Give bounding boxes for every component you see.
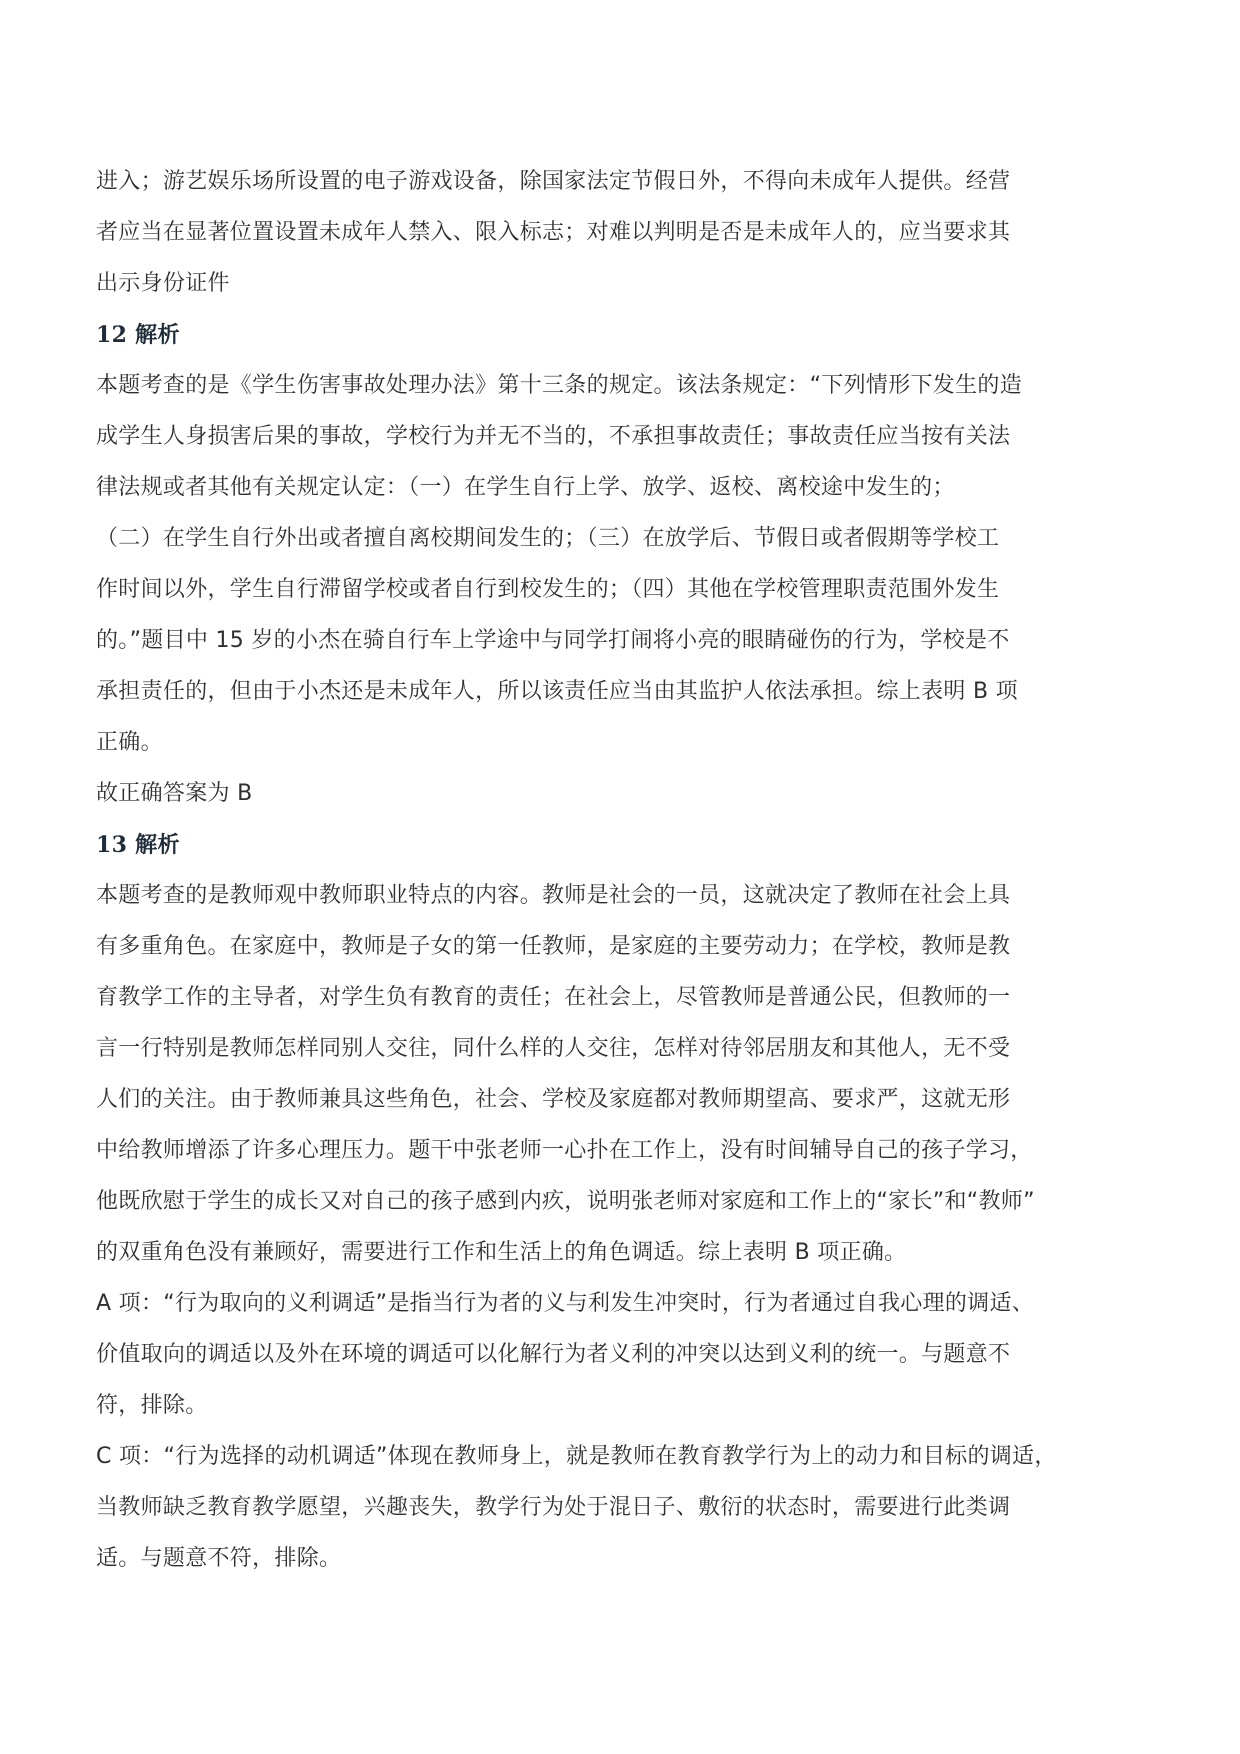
text-line: 进入；游艺娱乐场所设置的电子游戏设备，除国家法定节假日外，不得向未成年人提供。经营 [96,169,1011,194]
text-line: 符，排除。 [96,1393,208,1418]
text-line: 本题考查的是《学生伤害事故处理办法》第十三条的规定。该法条规定：“下列情形下发生的造 [96,373,1023,398]
option-a-line: A 项：“行为取向的义利调适”是指当行为者的义与利发生冲突时，行为者通过自我心理的调适、 [96,1291,1035,1316]
text-line: 价值取向的调适以及外在环境的调适可以化解行为者义利的冲突以达到义利的统一。与题意不 [96,1342,1011,1367]
text-line: 者应当在显著位置设置未成年人禁入、限入标志；对难以判明是否是未成年人的，应当要求其 [96,220,1011,245]
text-line: 律法规或者其他有关规定认定：（一）在学生自行上学、放学、返校、离校途中发生的； [96,475,955,500]
q12-heading: 12 解析 [96,322,180,348]
q13-section [96,825,1206,1590]
text-line: 适。与题意不符，排除。 [96,1546,342,1571]
text-line: 当教师缺乏教育教学愿望，兴趣丧失，教学行为处于混日子、敷衍的状态时，需要进行此类调 [96,1495,1011,1520]
text-line: 本题考查的是教师观中教师职业特点的内容。教师是社会的一员，这就决定了教师在社会上具 [96,883,1011,908]
text-line: （二）在学生自行外出或者擅自离校期间发生的；（三）在放学后、节假日或者假期等学校工 [96,526,1000,551]
answer-line: 故正确答案为 B [96,781,253,806]
option-c-line: C 项：“行为选择的动机调适”体现在教师身上，就是教师在教育教学行为上的动力和目标的调适， [96,1444,1057,1469]
q12-section [96,315,1206,825]
text-line: 育教学工作的主导者，对学生负有教育的责任；在社会上，尽管教师是普通公民，但教师的一 [96,985,1011,1010]
text-line: 的。”题目中 15 岁的小杰在骑自行车上学途中与同学打闹将小亮的眼睛碰伤的行为，学校是不 [96,628,1010,653]
text-line: 人们的关注。由于教师兼具这些角色，社会、学校及家庭都对教师期望高、要求严，这就无形 [96,1087,1011,1112]
text-line: 承担责任的，但由于小杰还是未成年人，所以该责任应当由其监护人依法承担。综上表明 B 项 [96,679,1018,704]
text-line: 成学生人身损害后果的事故，学校行为并无不当的，不承担事故责任；事故责任应当按有关法 [96,424,1011,449]
q13-heading: 13 解析 [96,832,180,858]
text-line: 有多重角色。在家庭中，教师是子女的第一任教师，是家庭的主要劳动力；在学校，教师是教 [96,934,1011,959]
document-page [96,162,1206,1590]
text-line: 言一行特别是教师怎样同别人交往，同什么样的人交往，怎样对待邻居朋友和其他人，无不受 [96,1036,1011,1061]
text-line: 正确。 [96,730,163,755]
text-line: 他既欣慰于学生的成长又对自己的孩子感到内疚，说明张老师对家庭和工作上的“家长”和“教师” [96,1189,1035,1214]
text-line: 出示身份证件 [96,271,230,296]
text-line: 作时间以外，学生自行滞留学校或者自行到校发生的；（四）其他在学校管理职责范围外发生 [96,577,1000,602]
text-line: 的双重角色没有兼顾好，需要进行工作和生活上的角色调适。综上表明 B 项正确。 [96,1240,907,1265]
continuation-paragraph [96,162,1206,315]
text-line: 中给教师增添了许多心理压力。题干中张老师一心扑在工作上，没有时间辅导自己的孩子学习， [96,1138,1033,1163]
